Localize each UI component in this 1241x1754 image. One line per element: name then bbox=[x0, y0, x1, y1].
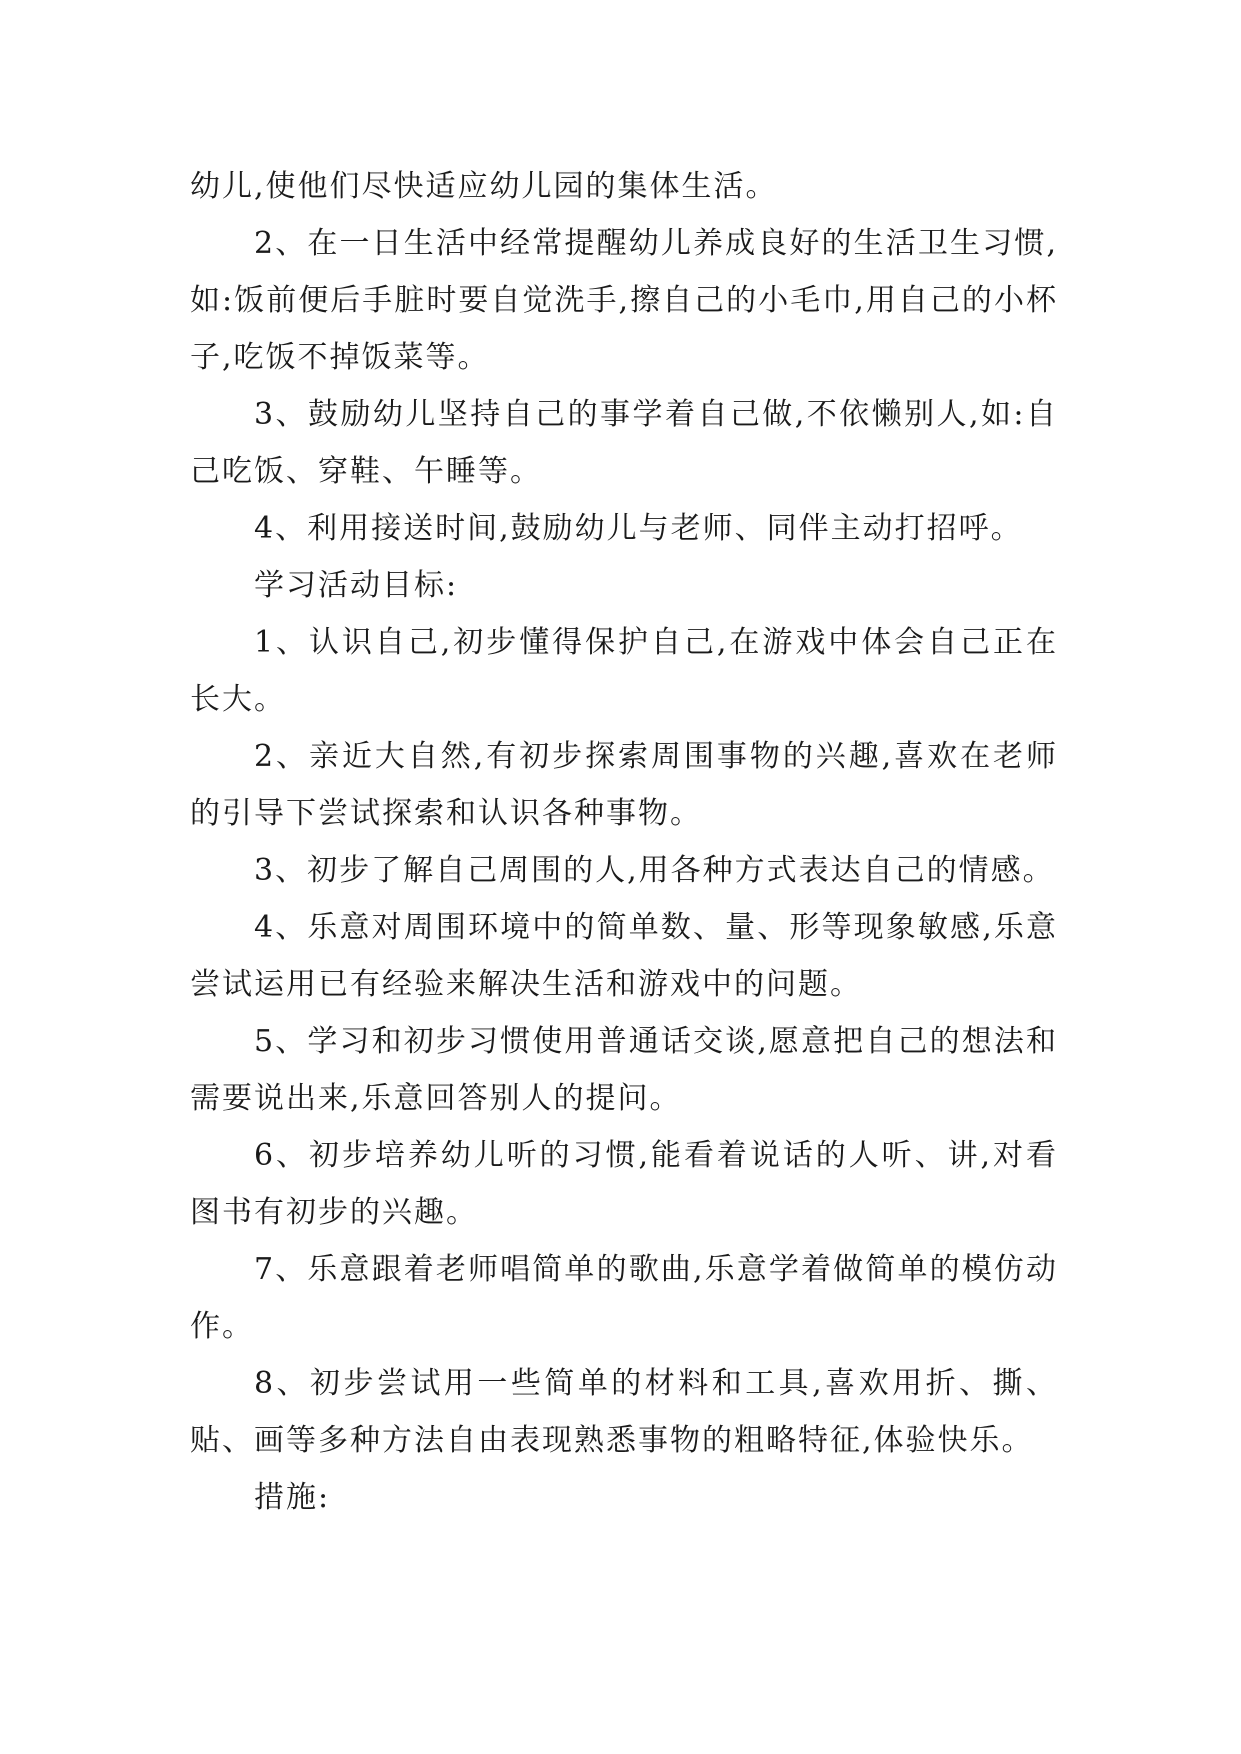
paragraph-goal-3: 3、初步了解自己周围的人,用各种方式表达自己的情感。 bbox=[254, 853, 1055, 888]
section-heading-measures: 措施: bbox=[254, 1480, 331, 1515]
paragraph-goal-1: 1、认识自己,初步懂得保护自己,在游戏中体会自己正在长大。 bbox=[190, 625, 1058, 717]
paragraph-item-3-self-reliance: 3、鼓励幼儿坚持自己的事学着自己做,不依懒别人,如:自己吃饭、穿鞋、午睡等。 bbox=[190, 397, 1058, 489]
paragraph-goal-2: 2、亲近大自然,有初步探索周围事物的兴趣,喜欢在老师的引导下尝试探索和认识各种事物。 bbox=[190, 739, 1058, 831]
paragraph-item-2-hygiene: 2、在一日生活中经常提醒幼儿养成良好的生活卫生习惯,如:饭前便后手脏时要自觉洗手,擦自己的小毛巾,用自己的小杯子,吃饭不掉饭菜等。 bbox=[190, 226, 1058, 375]
paragraph-item-4-greeting: 4、利用接送时间,鼓励幼儿与老师、同伴主动打招呼。 bbox=[254, 511, 1023, 546]
paragraph-continuation: 幼儿,使他们尽快适应幼儿园的集体生活。 bbox=[190, 169, 778, 204]
paragraph-goal-8: 8、初步尝试用一些简单的材料和工具,喜欢用折、撕、贴、画等多种方法自由表现熟悉事物的粗略特征,体验快乐。 bbox=[190, 1366, 1058, 1458]
paragraph-goal-4: 4、乐意对周围环境中的简单数、量、形等现象敏感,乐意尝试运用已有经验来解决生活和游戏中的问题。 bbox=[190, 910, 1058, 1002]
document-body bbox=[190, 158, 1058, 1526]
paragraph-goal-7: 7、乐意跟着老师唱简单的歌曲,乐意学着做简单的模仿动作。 bbox=[190, 1252, 1058, 1344]
paragraph-goal-5: 5、学习和初步习惯使用普通话交谈,愿意把自己的想法和需要说出来,乐意回答别人的提问。 bbox=[190, 1024, 1058, 1116]
paragraph-goal-6: 6、初步培养幼儿听的习惯,能看着说话的人听、讲,对看图书有初步的兴趣。 bbox=[190, 1138, 1058, 1230]
section-heading-learning-goals: 学习活动目标: bbox=[254, 568, 459, 603]
